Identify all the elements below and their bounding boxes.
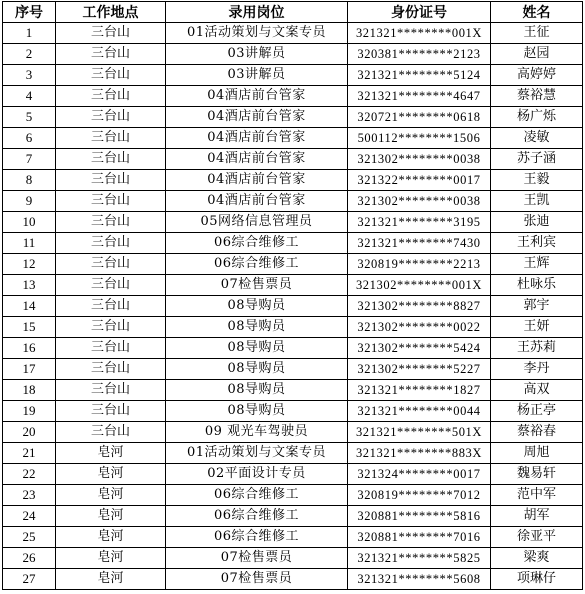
cell-name: 范中军 [491,485,583,506]
cell-position: 08导购员 [166,380,348,401]
cell-id-number: 321321********5608 [348,569,491,590]
cell-seq: 9 [3,191,56,212]
cell-location: 三台山 [56,401,166,422]
cell-id-number: 321302********8827 [348,296,491,317]
cell-id-number: 320881********5816 [348,506,491,527]
header-position: 录用岗位 [166,2,348,23]
cell-position: 06综合维修工 [166,485,348,506]
cell-seq: 3 [3,65,56,86]
table-row [3,212,583,233]
cell-location: 三台山 [56,191,166,212]
table-row [3,44,583,65]
cell-position: 03讲解员 [166,44,348,65]
cell-seq: 27 [3,569,56,590]
cell-position: 08导购员 [166,317,348,338]
cell-id-number: 321302********5424 [348,338,491,359]
cell-location: 三台山 [56,44,166,65]
table-row [3,338,583,359]
cell-id-number: 321321********883X [348,443,491,464]
cell-id-number: 321302********0022 [348,317,491,338]
cell-location: 皂河 [56,485,166,506]
cell-position: 04酒店前台管家 [166,86,348,107]
cell-name: 李丹 [491,359,583,380]
cell-seq: 21 [3,443,56,464]
cell-position: 07检售票员 [166,569,348,590]
table-row [3,233,583,254]
cell-seq: 20 [3,422,56,443]
cell-position: 06综合维修工 [166,254,348,275]
cell-seq: 4 [3,86,56,107]
cell-seq: 10 [3,212,56,233]
cell-location: 皂河 [56,548,166,569]
cell-location: 三台山 [56,149,166,170]
cell-location: 皂河 [56,506,166,527]
cell-name: 王辉 [491,254,583,275]
cell-position: 08导购员 [166,338,348,359]
cell-id-number: 321302********5227 [348,359,491,380]
cell-id-number: 321321********7430 [348,233,491,254]
table-row [3,317,583,338]
cell-seq: 2 [3,44,56,65]
cell-location: 三台山 [56,422,166,443]
cell-location: 三台山 [56,233,166,254]
cell-location: 三台山 [56,380,166,401]
cell-id-number: 321321********0044 [348,401,491,422]
cell-location: 三台山 [56,359,166,380]
cell-id-number: 321321********3195 [348,212,491,233]
table-row [3,569,583,590]
cell-id-number: 321322********0017 [348,170,491,191]
cell-seq: 26 [3,548,56,569]
cell-seq: 7 [3,149,56,170]
cell-name: 郭宇 [491,296,583,317]
cell-seq: 15 [3,317,56,338]
cell-position: 01活动策划与文案专员 [166,443,348,464]
cell-seq: 18 [3,380,56,401]
cell-id-number: 321321********5124 [348,65,491,86]
cell-id-number: 321321********4647 [348,86,491,107]
cell-seq: 25 [3,527,56,548]
cell-seq: 16 [3,338,56,359]
header-location: 工作地点 [56,2,166,23]
table-row [3,464,583,485]
table-row [3,149,583,170]
cell-name: 杨广烁 [491,107,583,128]
table-row [3,23,583,44]
cell-name: 高婷婷 [491,65,583,86]
cell-name: 王征 [491,23,583,44]
cell-location: 皂河 [56,464,166,485]
cell-id-number: 321302********0038 [348,191,491,212]
cell-position: 09 观光车驾驶员 [166,422,348,443]
cell-id-number: 321321********5825 [348,548,491,569]
cell-location: 三台山 [56,107,166,128]
table-row [3,191,583,212]
cell-position: 08导购员 [166,296,348,317]
cell-position: 06综合维修工 [166,506,348,527]
cell-id-number: 320819********7012 [348,485,491,506]
table-row [3,170,583,191]
cell-seq: 19 [3,401,56,422]
cell-seq: 1 [3,23,56,44]
cell-name: 赵园 [491,44,583,65]
table-row [3,128,583,149]
cell-seq: 14 [3,296,56,317]
table-row [3,254,583,275]
cell-id-number: 320881********7016 [348,527,491,548]
cell-seq: 22 [3,464,56,485]
cell-position: 03讲解员 [166,65,348,86]
cell-name: 胡军 [491,506,583,527]
cell-name: 苏子涵 [491,149,583,170]
cell-name: 项琳仔 [491,569,583,590]
table-row [3,107,583,128]
table-row [3,485,583,506]
cell-position: 02平面设计专员 [166,464,348,485]
cell-name: 杨正亭 [491,401,583,422]
cell-id-number: 320381********2123 [348,44,491,65]
table-body [3,23,583,590]
cell-name: 周旭 [491,443,583,464]
header-name: 姓名 [491,2,583,23]
cell-location: 三台山 [56,128,166,149]
cell-position: 04酒店前台管家 [166,191,348,212]
header-id-number: 身份证号 [348,2,491,23]
cell-id-number: 321321********501X [348,422,491,443]
cell-id-number: 321302********001X [348,275,491,296]
table-row [3,527,583,548]
cell-id-number: 500112********1506 [348,128,491,149]
cell-position: 05网络信息管理员 [166,212,348,233]
cell-seq: 17 [3,359,56,380]
cell-name: 王苏莉 [491,338,583,359]
cell-name: 王利宾 [491,233,583,254]
cell-id-number: 320721********0618 [348,107,491,128]
header-seq: 序号 [3,2,56,23]
cell-name: 徐亚平 [491,527,583,548]
cell-name: 魏易轩 [491,464,583,485]
cell-position: 06综合维修工 [166,233,348,254]
cell-name: 王凯 [491,191,583,212]
table-row [3,443,583,464]
cell-name: 王毅 [491,170,583,191]
table-row [3,506,583,527]
cell-id-number: 321321********001X [348,23,491,44]
table-row [3,380,583,401]
table-row [3,65,583,86]
cell-location: 皂河 [56,569,166,590]
cell-seq: 23 [3,485,56,506]
cell-location: 皂河 [56,443,166,464]
cell-id-number: 321324********0017 [348,464,491,485]
cell-location: 三台山 [56,275,166,296]
cell-seq: 5 [3,107,56,128]
cell-location: 三台山 [56,65,166,86]
cell-location: 三台山 [56,86,166,107]
cell-position: 06综合维修工 [166,527,348,548]
cell-location: 三台山 [56,170,166,191]
cell-name: 凌敏 [491,128,583,149]
cell-name: 蔡裕慧 [491,86,583,107]
cell-position: 04酒店前台管家 [166,149,348,170]
cell-seq: 13 [3,275,56,296]
table-row [3,296,583,317]
cell-seq: 6 [3,128,56,149]
cell-location: 三台山 [56,254,166,275]
cell-seq: 12 [3,254,56,275]
cell-seq: 24 [3,506,56,527]
cell-location: 三台山 [56,338,166,359]
cell-name: 杜咏乐 [491,275,583,296]
cell-position: 04酒店前台管家 [166,107,348,128]
header-row [3,2,583,23]
table-row [3,548,583,569]
cell-location: 三台山 [56,317,166,338]
cell-location: 皂河 [56,527,166,548]
cell-location: 三台山 [56,296,166,317]
cell-name: 蔡裕春 [491,422,583,443]
recruitment-table [2,1,583,590]
cell-location: 三台山 [56,212,166,233]
cell-position: 08导购员 [166,401,348,422]
table-row [3,401,583,422]
cell-position: 04酒店前台管家 [166,170,348,191]
table-row [3,275,583,296]
cell-id-number: 321321********1827 [348,380,491,401]
table-row [3,359,583,380]
cell-location: 三台山 [56,23,166,44]
table-row [3,422,583,443]
cell-position: 04酒店前台管家 [166,128,348,149]
cell-name: 梁爽 [491,548,583,569]
cell-name: 高双 [491,380,583,401]
cell-position: 08导购员 [166,359,348,380]
cell-seq: 11 [3,233,56,254]
cell-position: 01活动策划与文案专员 [166,23,348,44]
cell-seq: 8 [3,170,56,191]
cell-position: 07检售票员 [166,548,348,569]
cell-name: 王妍 [491,317,583,338]
table-row [3,86,583,107]
cell-id-number: 321302********0038 [348,149,491,170]
cell-position: 07检售票员 [166,275,348,296]
cell-id-number: 320819********2213 [348,254,491,275]
cell-name: 张迪 [491,212,583,233]
